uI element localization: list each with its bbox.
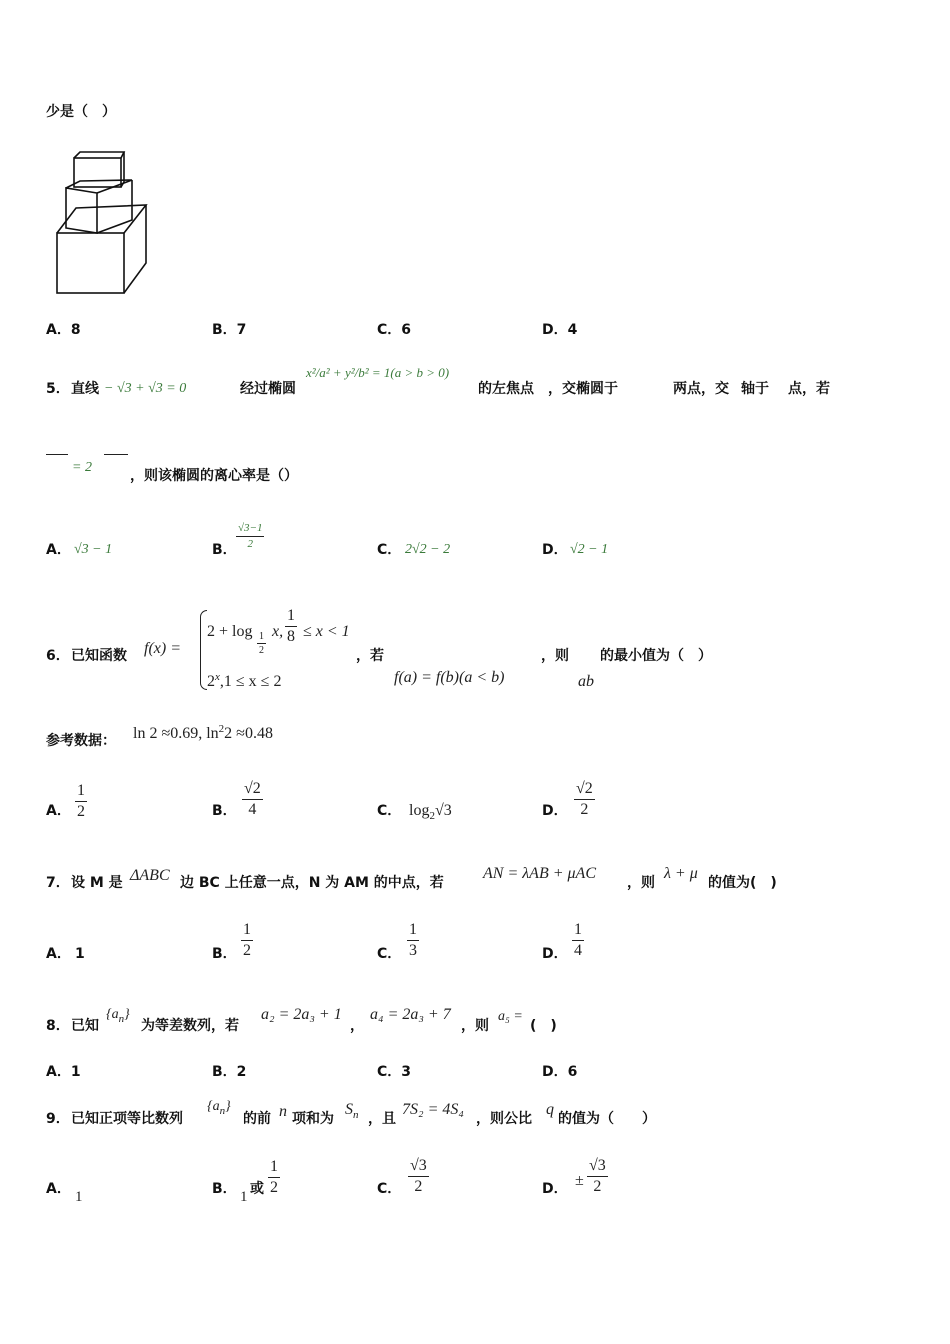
q9-seq-sub: n xyxy=(219,1105,226,1117)
q6-option-a-label[interactable]: A． xyxy=(46,803,71,819)
q7-text-2: 边 BC 上任意一点，N 为 AM 的中点，若 xyxy=(180,875,444,891)
q8-equation-2: a₄ = 2a₃ + 7 xyxy=(370,1006,451,1023)
q6-option-a-den: 2 xyxy=(77,803,85,820)
q6-option-b-den: 4 xyxy=(248,801,257,818)
q8-a5: a₅ = xyxy=(498,1009,523,1024)
q6-option-c-value[interactable] xyxy=(409,802,452,825)
q7-text-3: ，则 xyxy=(627,875,655,891)
q9-number: 9． xyxy=(46,1111,70,1127)
q4-option-c[interactable]: C．6 xyxy=(377,322,412,338)
q5-option-b-fraction[interactable] xyxy=(236,522,264,551)
q6-piecewise-brace xyxy=(200,610,207,690)
q9-equation: 7S₂ = 4S₄ xyxy=(402,1101,464,1118)
q6-question: 的最小值为（ ） xyxy=(600,648,712,664)
q8-seq-sub: n xyxy=(118,1013,125,1025)
q6-option-a-num: 1 xyxy=(75,782,87,802)
q9-text-2: 的前 xyxy=(243,1111,271,1127)
q6-ab: ab xyxy=(578,673,594,690)
q9-option-a-label[interactable]: A． xyxy=(46,1181,71,1197)
q6-option-d-num: √2 xyxy=(574,780,595,800)
q7-option-c-label[interactable]: C． xyxy=(377,946,402,962)
q5-option-d-value[interactable]: √2 − 1 xyxy=(570,542,609,557)
q7-option-c-num: 1 xyxy=(407,921,419,941)
stacked-cubes-figure xyxy=(50,148,150,298)
q6-option-b-num: √2 xyxy=(242,780,263,800)
q9-option-d-num: √3 xyxy=(587,1157,608,1177)
q5-text-4: ，交椭圆于 xyxy=(548,381,618,397)
q6-option-c-log: log xyxy=(409,802,430,819)
q6-option-c-label[interactable]: C． xyxy=(377,803,402,819)
q8-option-a[interactable]: A．1 xyxy=(46,1064,81,1080)
q6-fx: f(x) = xyxy=(144,640,181,657)
q9-text-4: ，且 xyxy=(368,1111,396,1127)
q7-question: 的值为( ) xyxy=(708,875,777,891)
q9-text-3: 项和为 xyxy=(292,1111,334,1127)
q9-option-d-label[interactable]: D． xyxy=(542,1181,568,1197)
q6-case-2 xyxy=(207,668,281,691)
q4-option-d[interactable]: D．4 xyxy=(542,322,578,338)
q6-ref-value-2: 2 ≈0.48 xyxy=(224,725,273,742)
q9-option-a-value[interactable]: 1 xyxy=(75,1189,83,1205)
q8-equation-1: a₂ = 2a₃ + 1 xyxy=(261,1006,342,1023)
q9-option-d-fraction[interactable] xyxy=(587,1157,608,1196)
q9-option-b-fraction[interactable] xyxy=(268,1158,280,1197)
q9-question: 的值为（ ） xyxy=(558,1111,656,1127)
q5-number: 5． xyxy=(46,381,70,397)
q6-ref-value-1: ln 2 ≈0.69, ln xyxy=(133,725,219,742)
q8-option-d[interactable]: D．6 xyxy=(542,1064,578,1080)
q6-option-d-den: 2 xyxy=(580,801,589,818)
q7-option-d-den: 4 xyxy=(574,942,582,959)
q6-ref-data xyxy=(133,720,273,743)
q6-case-2-cond: ,1 ≤ x ≤ 2 xyxy=(219,673,282,690)
q7-option-c-den: 3 xyxy=(409,942,417,959)
q7-option-a-label[interactable]: A． xyxy=(46,946,71,962)
q7-option-d-label[interactable]: D． xyxy=(542,946,568,962)
q6-case-1-frac-num: 1 xyxy=(285,607,297,627)
q5-option-b-label[interactable]: B． xyxy=(212,542,237,558)
q8-text-1: 已知 xyxy=(71,1018,99,1034)
q9-S-letter: S xyxy=(345,1101,353,1118)
q6-case-2-exp: x xyxy=(215,671,220,683)
q8-seq-open: {a xyxy=(106,1007,119,1022)
q7-option-d-fraction[interactable] xyxy=(572,921,584,960)
q7-equation: AN = λAB + μAC xyxy=(483,865,596,882)
q6-option-c-arg: √3 xyxy=(434,802,452,819)
q7-triangle: ΔABC xyxy=(130,867,170,884)
q8-question: ( ) xyxy=(530,1018,557,1034)
q4-option-a[interactable]: A．8 xyxy=(46,322,81,338)
q5-option-c-label[interactable]: C． xyxy=(377,542,402,558)
q7-option-b-num: 1 xyxy=(241,921,253,941)
q5-option-c-value[interactable]: 2√2 − 2 xyxy=(405,542,451,557)
q9-option-c-num: √3 xyxy=(408,1157,429,1177)
q6-option-b-label[interactable]: B． xyxy=(212,803,237,819)
q9-option-c-den: 2 xyxy=(414,1178,423,1195)
q8-text-2: 为等差数列，若 xyxy=(141,1018,239,1034)
q5-text-6: 轴于 xyxy=(741,381,769,397)
q9-option-b-den: 2 xyxy=(270,1179,278,1196)
q9-option-d-den: 2 xyxy=(593,1178,602,1195)
q9-seq-close: } xyxy=(225,1099,231,1114)
q9-option-b-or[interactable]: 或 xyxy=(250,1181,264,1197)
q8-sequence xyxy=(106,1006,130,1028)
q5-text-2: 经过椭圆 xyxy=(240,381,296,397)
q7-sum: λ + μ xyxy=(664,865,698,882)
q5-line-equation: − √3 + √3 = 0 xyxy=(104,381,187,396)
q5-option-b-num: √3−1 xyxy=(236,522,264,537)
q5-vector-bar-1 xyxy=(46,454,68,455)
q6-option-a-fraction[interactable] xyxy=(75,782,87,821)
q8-text-4: ，则 xyxy=(461,1018,489,1034)
q6-ref-sup: 2 xyxy=(218,723,225,735)
q9-option-c-fraction[interactable] xyxy=(408,1157,429,1196)
q6-case-1-log: 2 + log xyxy=(207,623,253,640)
q6-text-2: ，若 xyxy=(356,648,384,664)
q9-text-1: 已知正项等比数列 xyxy=(71,1111,183,1127)
q6-text-1: 已知函数 xyxy=(71,648,127,664)
q5-ellipse-equation: x²/a² + y²/b² = 1(a > b > 0) xyxy=(306,365,450,380)
q6-text-3: ，则 xyxy=(541,648,569,664)
q9-option-d-pm[interactable]: ± xyxy=(575,1172,584,1189)
q6-ref-label: 参考数据： xyxy=(46,733,116,749)
q5-text-1: 直线 xyxy=(71,381,99,397)
q8-number: 8． xyxy=(46,1018,70,1034)
q5-option-d-label[interactable]: D． xyxy=(542,542,568,558)
q5-text-3: 的左焦点 xyxy=(478,381,534,397)
q7-option-d-num: 1 xyxy=(572,921,584,941)
q7-option-c-fraction[interactable] xyxy=(407,921,419,960)
q5-question: ，则该椭圆的离心率是（） xyxy=(130,468,298,484)
q6-condition: f(a) = f(b)(a < b) xyxy=(394,669,505,686)
q4-stem-tail: 少是（ ） xyxy=(46,104,116,120)
q9-option-b-label[interactable]: B． xyxy=(212,1181,237,1197)
q6-case-1-frac-den: 8 xyxy=(287,628,295,645)
q6-case-1-fraction xyxy=(285,607,297,646)
q7-option-a-value[interactable]: 1 xyxy=(75,946,85,962)
q7-text-1: 设 M 是 xyxy=(71,875,123,891)
q8-option-b[interactable]: B．2 xyxy=(212,1064,247,1080)
q7-option-b-label[interactable]: B． xyxy=(212,946,237,962)
q5-text-5: 两点，交 xyxy=(673,381,729,397)
q8-seq-close: } xyxy=(124,1007,130,1022)
q7-option-b-fraction[interactable] xyxy=(241,921,253,960)
q4-option-b[interactable]: B．7 xyxy=(212,322,247,338)
q5-option-a-label[interactable]: A． xyxy=(46,542,71,558)
q5-option-a-value[interactable]: √3 − 1 xyxy=(74,542,113,557)
q9-text-5: ，则公比 xyxy=(476,1111,532,1127)
q9-n: n xyxy=(279,1103,287,1120)
q6-option-c-base: 2 xyxy=(429,810,435,822)
q6-option-d-fraction[interactable] xyxy=(574,780,595,819)
q5-vector-bar-2 xyxy=(104,454,128,455)
q9-seq-open: {a xyxy=(207,1099,220,1114)
q6-case-1-var: x, xyxy=(272,623,284,640)
q9-option-b-pre[interactable]: 1 xyxy=(240,1189,248,1205)
q8-option-c[interactable]: C．3 xyxy=(377,1064,412,1080)
q9-option-b-num: 1 xyxy=(268,1158,280,1178)
q6-log-base xyxy=(257,631,266,656)
q6-option-b-fraction[interactable] xyxy=(242,780,263,819)
q6-number: 6． xyxy=(46,648,70,664)
q6-case-1-cond: ≤ x < 1 xyxy=(303,623,350,640)
q6-log-base-den: 2 xyxy=(259,645,264,656)
q9-S-sub: n xyxy=(353,1109,359,1121)
q5-vector-equation: = 2 xyxy=(72,460,92,475)
q6-log-base-num: 1 xyxy=(259,631,264,642)
q9-sequence xyxy=(207,1098,231,1120)
q9-option-c-label[interactable]: C． xyxy=(377,1181,402,1197)
q9-S xyxy=(345,1101,359,1124)
q7-number: 7． xyxy=(46,875,70,891)
q5-text-7: 点，若 xyxy=(788,381,830,397)
q9-q: q xyxy=(546,1101,554,1118)
q8-text-3: ， xyxy=(350,1018,364,1034)
q5-option-b-den: 2 xyxy=(247,538,253,550)
q6-case-1 xyxy=(207,623,252,641)
q6-option-d-label[interactable]: D． xyxy=(542,803,568,819)
q6-case-2-base: 2 xyxy=(207,673,215,690)
q7-option-b-den: 2 xyxy=(243,942,251,959)
